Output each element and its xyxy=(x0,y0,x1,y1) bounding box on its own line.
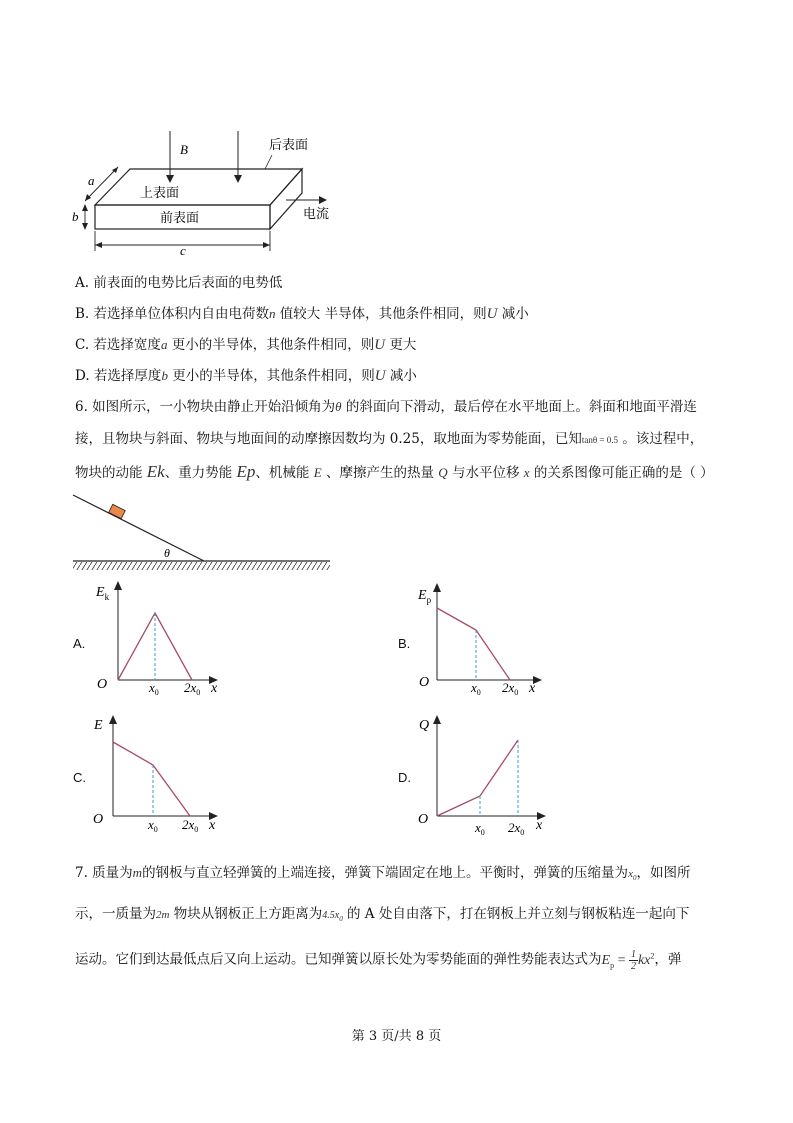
q7-line-2 xyxy=(75,904,689,929)
graph-c-y-arrowhead xyxy=(109,715,117,724)
b-field-arrowhead-1 xyxy=(166,175,174,183)
q5-option-b-pre: B. 若选择单位体积内自由电荷数 xyxy=(75,306,270,322)
q5-option-b-post: 减小 xyxy=(497,306,529,322)
graph-d-xlabel: x xyxy=(536,818,543,833)
label-b-field: B xyxy=(180,142,188,157)
graph-c-x0: $x_0$ xyxy=(148,817,158,834)
back-surface-leader xyxy=(265,155,272,169)
label-b: b xyxy=(72,209,79,224)
q7-line-3 xyxy=(75,946,681,975)
q5-option-d xyxy=(75,366,417,386)
label-top-surface: 上表面 xyxy=(140,185,180,200)
graph-b xyxy=(414,580,559,700)
q6-line2-post: 。该过程中， xyxy=(618,431,704,447)
q6-ep: Ep xyxy=(236,462,256,481)
q6-line3-c: 、机械能 xyxy=(255,465,314,481)
graph-c-curve xyxy=(113,742,190,816)
q5-option-b-mid: 值较大 半导体，其他条件相同，则 xyxy=(275,306,487,322)
block xyxy=(109,504,126,518)
graph-c-2x0: $2x_0$ xyxy=(182,817,199,834)
graph-a-2x0: $2x_0$ xyxy=(184,680,201,697)
slab-side-face xyxy=(270,169,302,229)
dimension-c-arrowhead-1 xyxy=(95,242,102,248)
q6-line-1 xyxy=(75,397,697,417)
q6-line3-e: 与水平位移 xyxy=(447,465,524,481)
q6-line1-pre: 6. 如图所示，一小物块由静止开始沿倾角为 xyxy=(75,399,336,415)
label-current: 电流 xyxy=(303,206,330,221)
q6-line-2 xyxy=(75,429,703,450)
q5-option-c-u: U xyxy=(374,337,386,353)
q5-option-d-var: b xyxy=(161,368,168,383)
q7-x0: $x_0$ xyxy=(628,868,637,883)
q7-line1-pre: 7. 质量为 xyxy=(75,865,133,881)
q6-q: Q xyxy=(438,465,448,480)
graph-a-xlabel: x xyxy=(211,681,218,696)
graph-c-origin: O xyxy=(93,812,104,827)
graph-a-y-arrowhead xyxy=(114,581,122,590)
graph-a-origin: O xyxy=(97,677,108,692)
graph-c-ylabel: E xyxy=(94,718,103,733)
dimension-a-arrowhead-1 xyxy=(85,194,91,201)
q5-option-c-pre: C. 若选择宽度 xyxy=(75,337,161,353)
label-back-surface: 后表面 xyxy=(269,137,309,152)
q6-line2-pre: 接，且物块与斜面、物块与地面间的动摩擦因数均为 0.25，取地面为零势能面，已知 xyxy=(75,431,582,447)
q7-line2-pre: 示，一质量为 xyxy=(75,906,156,922)
q7-2m: 2m xyxy=(156,909,170,921)
q7-line1-mid: 的钢板与直立轻弹簧的上端连接，弹簧下端固定在地上。平衡时，弹簧的压缩量为 xyxy=(142,865,629,881)
incline-theta: θ xyxy=(164,546,170,560)
q5-option-c xyxy=(75,335,416,355)
q7-ep-formula: $E_p$ = $\frac{1}{2}$ $kx^2$ xyxy=(601,948,655,972)
graph-a-ylabel: $E_k$ xyxy=(96,585,110,602)
q7-line3-pre: 运动。它们到达最低点后又向上运动。已知弹簧以原长处为零势能面的弹性势能表达式为 xyxy=(75,951,602,968)
q6-theta: θ xyxy=(335,399,342,414)
q7-line1-post: ，如图所 xyxy=(636,865,691,881)
q6-line3-d: 、摩擦产生的热量 xyxy=(321,465,439,481)
ground-hatch xyxy=(73,562,330,570)
graph-a-x0: $x_0$ xyxy=(149,680,159,697)
graph-d xyxy=(414,712,559,837)
q6-line3-b: 、重力势能 xyxy=(164,465,237,481)
graph-b-2x0: $2x_0$ xyxy=(502,680,519,697)
q6-line-3 xyxy=(75,462,714,483)
q5-option-d-mid: 更小的半导体，其他条件相同，则 xyxy=(167,368,375,384)
graph-b-ylabel: $E_p$ xyxy=(418,588,432,605)
graph-b-y-arrowhead xyxy=(433,583,441,592)
dimension-b-arrowhead-1 xyxy=(82,204,88,211)
graph-d-y-arrowhead xyxy=(433,715,441,724)
q6-x: x xyxy=(523,465,530,480)
q5-option-d-u: U xyxy=(374,368,386,384)
graph-a-letter: A. xyxy=(73,636,86,651)
q5-option-a xyxy=(75,273,282,293)
q5-option-b-var: n xyxy=(269,306,276,321)
q5-option-d-pre: D. 若选择厚度 xyxy=(75,368,162,384)
b-field-arrowhead-2 xyxy=(234,175,242,183)
graph-b-x0: $x_0$ xyxy=(471,680,481,697)
graph-d-origin: O xyxy=(418,812,429,827)
graph-b-letter: B. xyxy=(398,636,411,651)
incline-slope xyxy=(73,495,204,561)
q5-option-c-mid: 更小的半导体，其他条件相同，则 xyxy=(167,337,375,353)
incline-figure xyxy=(70,493,335,578)
q6-e: E xyxy=(313,465,322,480)
q7-line-1 xyxy=(75,863,690,888)
q6-line1-post: 的斜面向下滑动，最后停在水平地面上。斜面和地面平滑连 xyxy=(341,399,697,415)
label-a: a xyxy=(88,173,95,188)
hall-effect-figure xyxy=(60,125,350,255)
graph-b-origin: O xyxy=(419,675,430,690)
label-front-surface: 前表面 xyxy=(160,210,200,225)
q6-tan-expr: tanθ = 0.5 xyxy=(581,435,618,445)
dimension-b-arrowhead-2 xyxy=(82,223,88,230)
q5-option-b-u: U xyxy=(486,306,498,322)
graph-d-x0: $x_0$ xyxy=(475,820,485,837)
q7-dist: $4.5x_0$ xyxy=(322,910,343,923)
q5-option-b xyxy=(75,304,529,324)
q5-option-c-var: a xyxy=(160,337,168,352)
q7-line3-post: ，弹 xyxy=(654,951,682,968)
q7-frac: $\frac{1}{2}$ xyxy=(630,948,636,972)
page-footer: 第 3 页/共 8 页 xyxy=(351,1029,442,1044)
q6-ek: Ek xyxy=(146,462,165,481)
graph-d-curve xyxy=(437,740,518,816)
graph-d-letter: D. xyxy=(398,770,411,785)
current-arrowhead xyxy=(319,196,327,204)
q6-line3-f: 的关系图像可能正确的是（ ） xyxy=(529,465,714,481)
graph-c xyxy=(90,712,235,837)
q7-line2-a: 的 A 处自由落下，打在钢板上并立刻与钢板粘连一起向下 xyxy=(342,906,690,922)
q7-m: m xyxy=(132,865,143,880)
graph-c-xlabel: x xyxy=(209,818,216,833)
graph-b-xlabel: x xyxy=(529,681,536,696)
graph-d-2x0: $2x_0$ xyxy=(508,820,525,837)
q5-option-a-text: A. 前表面的电势比后表面的电势低 xyxy=(75,275,283,291)
label-c: c xyxy=(180,243,186,255)
slab-top-face xyxy=(95,169,302,205)
q7-line2-mid: 物块从钢板正上方距离为 xyxy=(169,906,323,922)
graph-c-letter: C. xyxy=(73,770,86,785)
q6-line3-a: 物块的动能 xyxy=(75,465,147,481)
graph-d-ylabel: Q xyxy=(419,718,430,733)
graph-b-curve xyxy=(437,608,510,680)
q5-option-c-post: 更大 xyxy=(385,337,417,353)
graph-a xyxy=(92,578,237,698)
q5-option-d-post: 减小 xyxy=(385,368,417,384)
dimension-c-arrowhead-2 xyxy=(263,242,270,248)
